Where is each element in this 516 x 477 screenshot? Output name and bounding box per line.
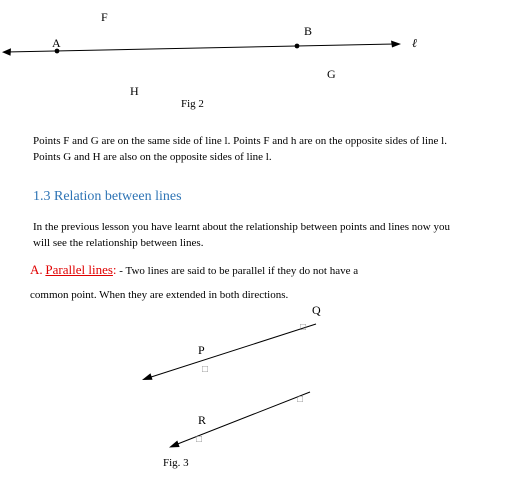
label-point-r: R [198,413,207,427]
parallel-prefix: A. [30,262,43,277]
placeholder-glyph-3: □ [297,394,304,405]
placeholder-glyph-4: □ [196,434,203,445]
fig3-caption: Fig. 3 [163,457,189,469]
line-r-arrow [169,441,180,448]
section-intro-line-1: In the previous lesson you have learnt about the relationship between points and lines now you [33,221,450,233]
label-line-l: ℓ [412,36,417,50]
label-point-h: H [130,84,139,98]
label-point-g: G [327,67,336,81]
parallel-def-line-1: - Two lines are said to be parallel if they do not have a [116,265,359,277]
label-point-a: A [52,36,61,50]
line-pq [148,324,316,378]
placeholder-glyph-1: □ [300,322,307,333]
label-point-f: F [101,10,108,24]
section-heading: 1.3 Relation between lines [33,189,182,204]
parallel-def-line-2: common point. When they are extended in both directions. [30,289,289,301]
line-pq-arrow [142,373,153,380]
placeholder-glyph-2: □ [202,364,209,375]
fig2-caption: Fig 2 [181,98,204,110]
label-point-p: P [198,343,205,357]
label-point-b: B [304,24,313,38]
section-intro-line-2: will see the relationship between lines. [33,237,204,249]
parallel-colon: : [112,262,117,277]
fig2-description-line-2: Points G and H are also on the opposite sides of line l. [33,151,272,163]
fig2-description-line-1: Points F and G are on the same side of line l. Points F and h are on the opposite sides of line l. [33,135,447,147]
label-point-q: Q [312,303,321,317]
parallel-term: Parallel lines [45,262,113,277]
